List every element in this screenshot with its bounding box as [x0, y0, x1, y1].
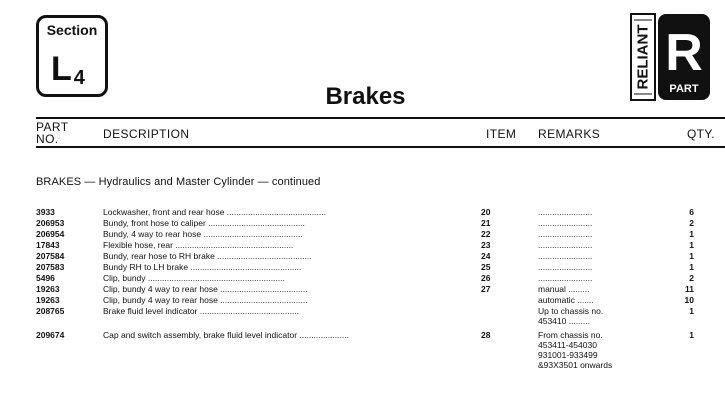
remarks: ....................... [538, 218, 593, 228]
remarks: ....................... [538, 207, 593, 217]
description: Flexible hose, rear .................................................. [103, 240, 294, 250]
description: Lockwasher, front and rear hose .......................................... [103, 207, 326, 217]
description: Clip, bundy 4 way to rear hose ..................................... [103, 295, 308, 305]
part-number: 17843 [36, 240, 60, 250]
remarks: ....................... [538, 262, 593, 272]
quantity: 11 [685, 284, 694, 294]
remarks-line-2: 453411-454030 [538, 340, 597, 350]
item-number: 22 [481, 229, 491, 239]
remarks-line-4: &93X3501 onwards [538, 360, 613, 370]
item-number: 23 [481, 240, 491, 250]
description: Bundy, rear hose to RH brake ........................................ [103, 251, 312, 261]
description: Clip, bundy 4 way to rear hose ..................................... [103, 284, 308, 294]
column-header-description: DESCRIPTION [103, 127, 190, 141]
remarks: automatic ....... [538, 295, 594, 305]
quantity: 2 [689, 218, 694, 228]
part-number: 5496 [36, 273, 55, 283]
logo-tag: PART [669, 83, 699, 95]
page-title: Brakes [325, 83, 406, 110]
remarks: Up to chassis no. [538, 306, 604, 316]
remarks: ....................... [538, 273, 593, 283]
remarks: ....................... [538, 240, 593, 250]
header-rule-bottom [36, 146, 725, 148]
logo-brand: RELIANT [634, 24, 652, 90]
item-number: 21 [481, 218, 491, 228]
part-number: 207583 [36, 262, 65, 272]
remarks-line-3: 931001-933499 [538, 350, 598, 360]
remarks: ....................... [538, 251, 593, 261]
quantity: 2 [689, 273, 694, 283]
quantity: 1 [689, 240, 694, 250]
quantity: 1 [689, 330, 694, 340]
item-number: 26 [481, 273, 491, 283]
section-label: Section [46, 22, 98, 38]
description: Bundy, 4 way to rear hose .......................................... [103, 229, 303, 239]
remarks-line-2: 453410 ......... [538, 316, 590, 326]
item-number: 25 [481, 262, 491, 272]
part-number: 19263 [36, 295, 60, 305]
description: Brake fluid level indicator .......................................... [103, 306, 300, 316]
part-number: 207584 [36, 251, 65, 261]
quantity: 1 [689, 229, 694, 239]
column-header-remarks: REMARKS [538, 127, 601, 141]
quantity: 6 [689, 207, 694, 217]
quantity: 1 [689, 306, 694, 316]
item-number: 27 [481, 284, 491, 294]
description: Bundy, front hose to caliper ......................................... [103, 218, 306, 228]
table-subheading: BRAKES — Hydraulics and Master Cylinder — continued [36, 176, 321, 188]
part-number: 206954 [36, 229, 65, 239]
description: Clip, bundy .......................................................... [103, 273, 285, 283]
logo-letter: R [665, 24, 703, 82]
part-number: 208765 [36, 306, 65, 316]
quantity: 10 [684, 295, 694, 305]
reliant-part-logo [630, 12, 712, 104]
quantity: 1 [689, 262, 694, 272]
description: Cap and switch assembly, brake fluid level indicator ..................... [103, 330, 349, 340]
part-number: 206953 [36, 218, 65, 228]
section-code-number: 4 [73, 67, 86, 89]
item-number: 28 [481, 330, 491, 340]
column-header-part-no: PART NO. [36, 120, 69, 146]
description: Bundy RH to LH brake ............................................... [103, 262, 302, 272]
part-number: 19263 [36, 284, 60, 294]
quantity: 1 [689, 251, 694, 261]
column-header-qty: QTY. [686, 127, 715, 141]
part-number: 209674 [36, 330, 65, 340]
remarks: manual ......... [538, 284, 590, 294]
remarks: From chassis no. [538, 330, 603, 340]
item-number: 24 [481, 251, 491, 261]
section-code-letter: L [51, 50, 73, 88]
column-header-item: ITEM [486, 127, 517, 141]
item-number: 20 [481, 207, 491, 217]
header-rule-top [36, 117, 725, 119]
part-number: 3933 [36, 207, 55, 217]
remarks: ....................... [538, 229, 593, 239]
